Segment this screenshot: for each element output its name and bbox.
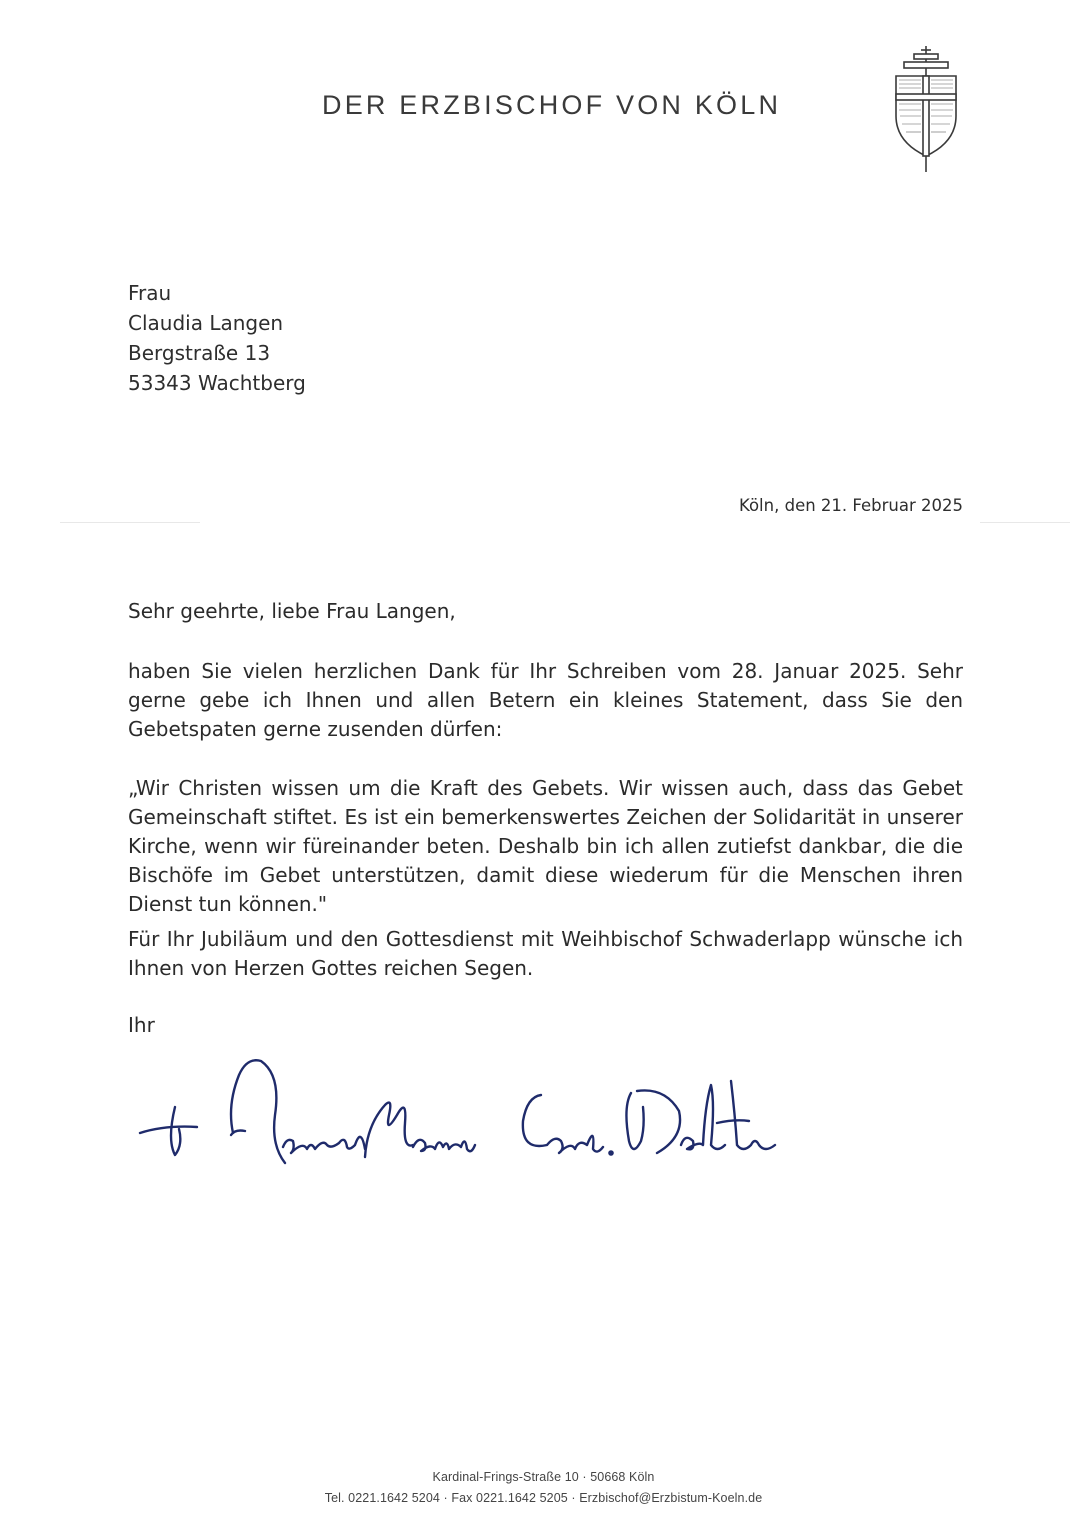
recipient-address bbox=[128, 278, 306, 398]
letter-paragraph: haben Sie vielen herzlichen Dank für Ihr Schreiben vom 28. Januar 2025. Sehr gerne gebe ich Ihnen und allen Betern ein kleines Statement, dass Sie den Gebetspaten gerne zusenden dürfen: bbox=[128, 659, 963, 741]
letter-date: Köln, den 21. Februar 2025 bbox=[738, 496, 963, 515]
letterhead-footer bbox=[0, 1467, 1087, 1509]
letter-closing: Ihr bbox=[128, 1013, 155, 1037]
scan-artifact-rule bbox=[60, 522, 200, 523]
letter-salutation: Sehr geehrte, liebe Frau Langen, bbox=[128, 599, 456, 623]
letter-quote-paragraph: „Wir Christen wissen um die Kraft des Gebets. Wir wissen auch, dass das Gebet Gemeinschaft stiftet. Es ist ein bemerkenswertes Zeichen der Solidarität in unserer Kirche, wenn wir füreinander beten. Deshalb bin ich allen zutiefst dankbar, die die Bischöfe im Gebet unterstützen, damit diese wiederum für die Menschen ihren Dienst tun können." bbox=[128, 776, 963, 916]
recipient-name: Claudia Langen bbox=[128, 311, 284, 335]
letterhead-title: DER ERZBISCHOF VON KÖLN bbox=[322, 90, 782, 120]
recipient-salutation-line: Frau bbox=[128, 281, 172, 305]
letter-paragraph: Für Ihr Jubiläum und den Gottesdienst mit Weihbischof Schwaderlapp wünsche ich Ihnen von Herzen Gottes reichen Segen. bbox=[128, 927, 963, 980]
recipient-city: 53343 Wachtberg bbox=[128, 371, 306, 395]
footer-address: Kardinal-Frings-Straße 10 · 50668 Köln bbox=[432, 1470, 655, 1484]
archdiocese-cologne-crest-icon bbox=[893, 44, 959, 176]
scan-artifact-rule bbox=[980, 522, 1070, 523]
recipient-street: Bergstraße 13 bbox=[128, 341, 271, 365]
footer-contact: Tel. 0221.1642 5204 · Fax 0221.1642 5205 · Erzbischof@Erzbistum-Koeln.de bbox=[324, 1491, 763, 1505]
handwritten-signature bbox=[135, 1045, 795, 1175]
